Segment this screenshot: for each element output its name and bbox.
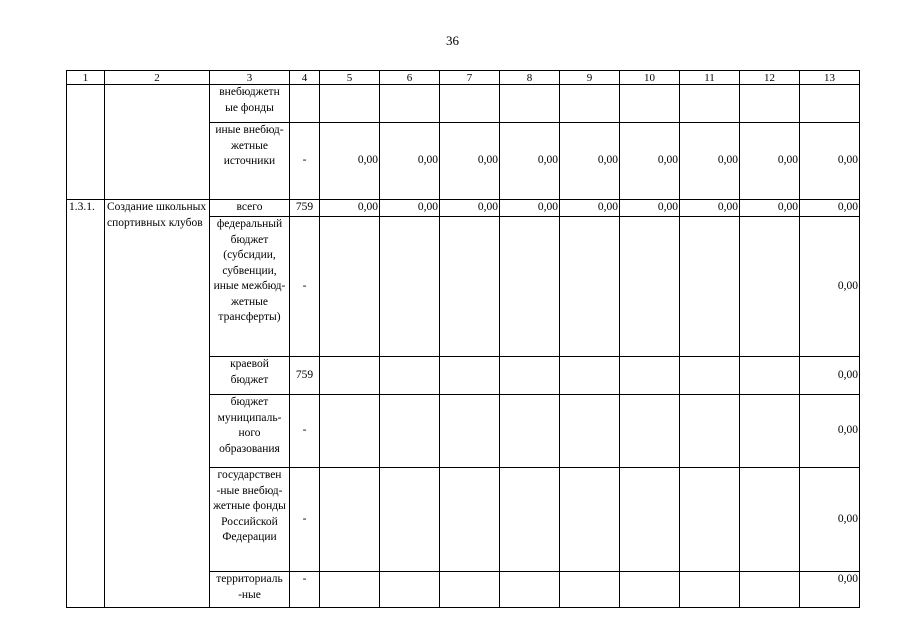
value-cell [680,395,740,468]
value-cell [320,572,380,608]
name-cell [105,85,210,200]
value-cell [380,468,440,572]
value-cell [560,468,620,572]
col4-cell: 759 [290,357,320,395]
col4-cell: - [290,395,320,468]
value-cell: 0,00 [800,395,860,468]
value-cell [320,395,380,468]
value-cell [500,85,560,123]
value-cell [320,85,380,123]
header-cell: 1 [67,71,105,85]
value-cell [680,572,740,608]
header-cell: 8 [500,71,560,85]
value-cell [680,217,740,357]
value-cell [740,357,800,395]
value-cell [380,395,440,468]
value-cell [320,468,380,572]
funding-source-cell: краевой бюджет [210,357,290,395]
value-cell [740,85,800,123]
header-cell: 3 [210,71,290,85]
header-cell: 13 [800,71,860,85]
value-cell [440,468,500,572]
value-cell: 0,00 [800,123,860,200]
header-cell: 2 [105,71,210,85]
col4-cell: - [290,123,320,200]
value-cell: 0,00 [800,572,860,608]
value-cell [380,357,440,395]
funding-source-cell: всего [210,200,290,217]
value-cell: 0,00 [680,123,740,200]
value-cell [800,85,860,123]
value-cell: 0,00 [560,123,620,200]
value-cell [680,357,740,395]
value-cell: 0,00 [620,123,680,200]
funding-source-cell: внебюджетн ые фонды [210,85,290,123]
value-cell [740,395,800,468]
value-cell [560,572,620,608]
funding-source-cell: иные внебюд- жетные источники [210,123,290,200]
value-cell [320,217,380,357]
value-cell [620,468,680,572]
funding-source-cell: территориаль -ные [210,572,290,608]
code-cell [67,85,105,200]
value-cell [320,357,380,395]
page-number: 36 [446,33,459,48]
value-cell [500,572,560,608]
value-cell [440,217,500,357]
value-cell: 0,00 [500,200,560,217]
header-cell: 7 [440,71,500,85]
value-cell [440,85,500,123]
value-cell [440,357,500,395]
funding-source-cell: государствен -ные внебюд- жетные фонды Российской Федерации [210,468,290,572]
col4-cell [290,85,320,123]
value-cell [740,572,800,608]
value-cell [380,217,440,357]
value-cell: 0,00 [800,217,860,357]
value-cell [620,357,680,395]
header-cell: 6 [380,71,440,85]
value-cell: 0,00 [800,468,860,572]
value-cell: 0,00 [800,200,860,217]
funding-source-cell: федеральный бюджет (субсидии, субвенции, иные межбюд- жетные трансферты) [210,217,290,357]
value-cell [620,85,680,123]
value-cell: 0,00 [440,200,500,217]
value-cell: 0,00 [380,123,440,200]
measure-name: Создание школьных спортивных клубов [105,200,210,608]
funding-source-cell: бюджет муниципаль- ного образования [210,395,290,468]
value-cell: 0,00 [320,200,380,217]
value-cell [680,85,740,123]
value-cell [560,357,620,395]
value-cell [740,217,800,357]
value-cell: 0,00 [320,123,380,200]
value-cell: 0,00 [440,123,500,200]
value-cell [620,217,680,357]
value-cell [440,572,500,608]
header-cell: 11 [680,71,740,85]
value-cell: 0,00 [740,200,800,217]
value-cell [740,468,800,572]
budget-table [66,70,860,608]
value-cell: 0,00 [740,123,800,200]
table-row [67,85,860,123]
measure-code: 1.3.1. [67,200,105,608]
value-cell: 0,00 [560,200,620,217]
value-cell: 0,00 [500,123,560,200]
col4-cell: 759 [290,200,320,217]
value-cell: 0,00 [680,200,740,217]
value-cell [620,395,680,468]
value-cell [500,468,560,572]
value-cell [380,572,440,608]
col4-cell: - [290,572,320,608]
header-cell: 12 [740,71,800,85]
header-cell: 10 [620,71,680,85]
header-row [67,71,860,85]
value-cell [500,357,560,395]
header-cell: 5 [320,71,380,85]
header-cell: 9 [560,71,620,85]
value-cell [620,572,680,608]
col4-cell: - [290,217,320,357]
table-row [67,200,860,217]
value-cell: 0,00 [380,200,440,217]
value-cell [680,468,740,572]
value-cell [500,217,560,357]
col4-cell: - [290,468,320,572]
value-cell: 0,00 [800,357,860,395]
value-cell [500,395,560,468]
value-cell [560,395,620,468]
value-cell [560,217,620,357]
value-cell [380,85,440,123]
value-cell: 0,00 [620,200,680,217]
value-cell [560,85,620,123]
header-cell: 4 [290,71,320,85]
value-cell [440,395,500,468]
